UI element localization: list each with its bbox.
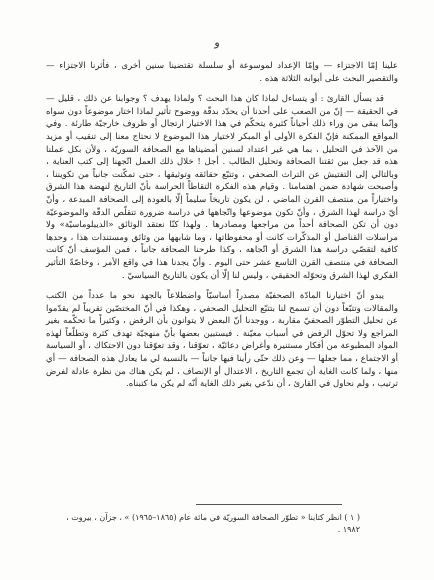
footnote: ( ١ ) انظر كتابنا « تطوّر الصحافة السوريّة في مائة عام (١٨٦٥–١٩٦٥) » ، جزآن ، بيروت ، ١٩٨٢ . [66, 513, 360, 534]
paragraph-3: يبدو أنّ اختيارنا المادّة الصحفيّة مصدراً أساسيّاً واضطلاعاً بالجهد نحو ما عدداً من الكتب والمقالات وتتبّعاً دون أن تسمح لنا بتتبّع التحليل الصحفي ، وهكذا في أنّ المختصّين تقريباً لم يقدّموا عن تحليل التطوّر الصحفيّ مقاربة ، ووجدنا أنّ البعض لا يتوانون بأن الرفض ، وكثيراً ما تحكّمه بغير المراجع ولا تحوّل الرفض في أسباب معيّنة . فيستبين بعضها بأنّ منهجيّة تهدف كثرة وتطلّعاً لهذه المواد المطبوعة من أفكار مستنيرة وأغراض دعائيّة ، تعوّقنا ، وقد تعوّقنا دون الاحتكاك ، أو السياسة أو الاجتماع ، مما جعلها — وعن ذلك حتّى رأينا فيها جانباً — بالنسبة لي ما يعادل هذه الصحافة — أي منها ، ولما كانت الغاية أن تجمع التاريخ ، الاعتدال أو الإنصاف ، لم يكن هناك من نظرة عادلة لفرض ترتيب ، ولم نحاول في القارئ ، أن ندّعي بغير ذلك الغاية أنّه لم يكن ما كتبناه. [46, 291, 398, 390]
paragraph-2: قد يسأل القارئ : أو يتساءل لماذا كان هذا البحث ؟ ولماذا يهدف ؟ وجوابنا عن ذلك ، قليل — في الحقيقة — إنّ من الصعب على أحدنا أن يحدّد بدقّة ووضوح تأثير لماذا اختار موضوعاً دون سواه وإنّما يبقى من وراء ذلك أحياناً كثيرة يتحكّم في هذا الاختيار ارتجال أو ظروف خارجيّة طارئة . وفي المواقع الممكنة فإنّ الفكرة الأولى أو المبكر لاختيار هذا الموضوع لا نحتاج معنا إلى تنقيب أو مزيد من الآخذ في التحليل ، بما هي غير اعتداد لسنين أمضيناها مع الصحافة السوريّة ، ولأن بكل عملنا هذه قد جعل بين ثقتنا الصحافة وتحليل الطالب . أجل ! خلال ذلك العمل اتّجهنا إلى كتب العناية ، وبالتالي إلى التفتيش عن التراث الصحفي ، وتتبّع حقائقه وتوثيقها ، حتى تمكّنت جانباً من تكويننا ، وأصبحت شهادة ضمن اهتمامنا . وقيام هذه الفكرة التقاطاً الحراسة بأنّ التاريخ لنهضة هذا الشرق واختياراً من منتصف القرن الماضي ، لن يكون تاريخاً سليماً إلّا بالعودة إلى الصحافة المبدعة ، وأنّ أيّ دراسة لهذا الشرق ، وأنّ تكون موضوعها واتّجاهها في دراسة ضرورة تتقلّص الدقّة والموضوعيّة دون أن تكن الصحافة أحداً من مراجعها ومصادرها . ولهذا كنّا نعتقد الوثائق «الديبلوماسيّة» ولا مراسلات القناصل أو المذكّرات كانت أو محفوظاتها ، وما شابهها من وثائق ومستندات هذا ، وحدها كافية لتقصّي دراسة هذا الشرق أو اتّجاهه ، وكذا طرحنا الصحافة جانباً ، فمن المؤسف أنّ كانت الصحافة في منتصف القرن التاسع عشر حتى اليوم . وأنّ يجدنا هذا في واقع الأمر ، وخاصّةً التأثير الفكري لهذا الشرق وتحوّله الحقيقي ، وليس لنا إلّا أن يكون بالتاريخ السياسيّ . [46, 94, 398, 281]
body-text [46, 60, 398, 399]
page-number: و [214, 36, 220, 49]
paragraph-1: علينا إمّا الاجتزاء — وإمّا الإعداد لموسوعة أو سلسلة تقتضينا سنين أخرى ، فأثرنا الاجتزاء — والتقصير البحث على أبوابه الثلاثة هذه . [46, 61, 398, 84]
footnote-separator [196, 504, 342, 505]
